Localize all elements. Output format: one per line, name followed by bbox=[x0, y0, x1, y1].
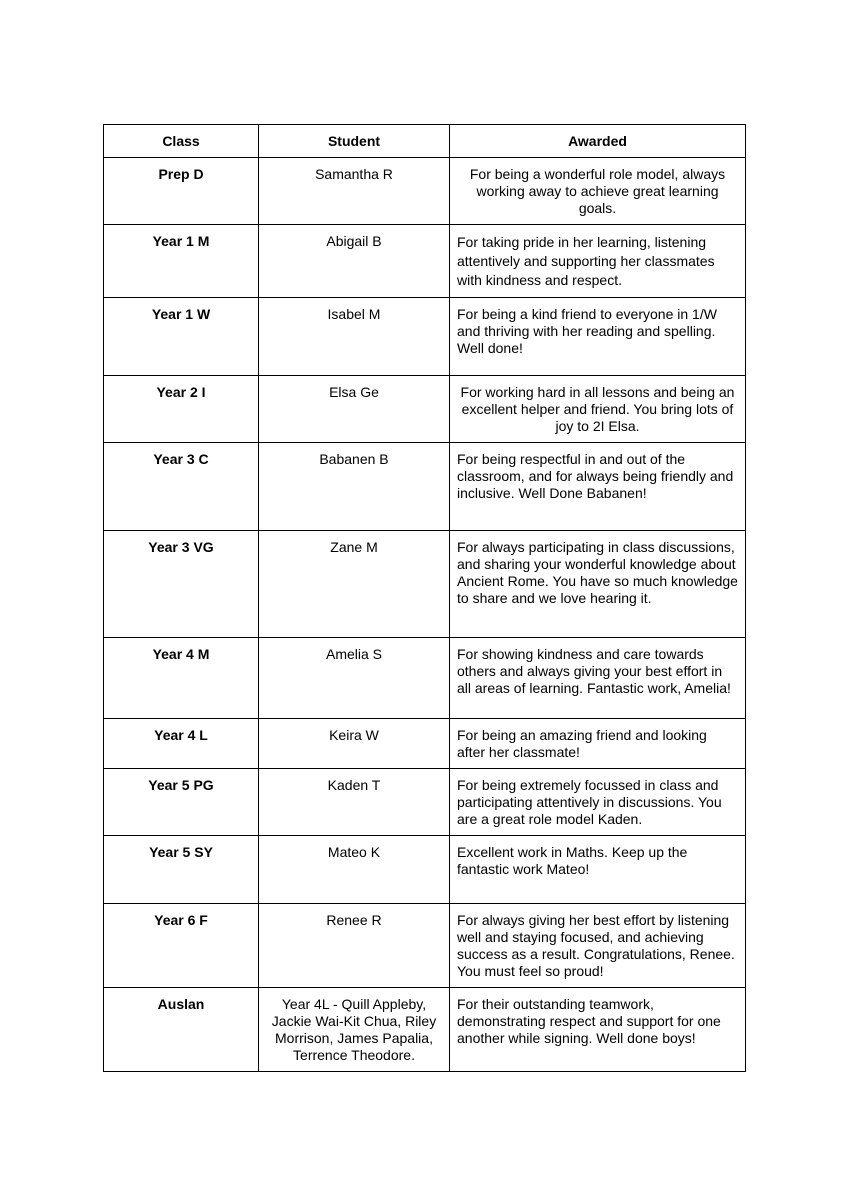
awarded-cell: For being respectful in and out of the classroom, and for always being friendly and inclusive. Well Done Babanen! bbox=[450, 443, 746, 531]
table-row bbox=[104, 638, 746, 719]
class-cell: Year 5 PG bbox=[104, 769, 259, 836]
table-row bbox=[104, 443, 746, 531]
student-cell: Babanen B bbox=[259, 443, 450, 531]
student-cell: Zane M bbox=[259, 531, 450, 638]
student-cell: Elsa Ge bbox=[259, 376, 450, 443]
header-awarded: Awarded bbox=[450, 125, 746, 158]
table-row bbox=[104, 531, 746, 638]
class-cell: Year 3 C bbox=[104, 443, 259, 531]
awarded-cell: For being a kind friend to everyone in 1/W and thriving with her reading and spelling. Well done! bbox=[450, 298, 746, 376]
table-body bbox=[104, 158, 746, 1072]
class-cell: Year 6 F bbox=[104, 904, 259, 988]
class-cell: Year 2 I bbox=[104, 376, 259, 443]
table-header bbox=[104, 125, 746, 158]
class-cell: Year 5 SY bbox=[104, 836, 259, 904]
header-student: Student bbox=[259, 125, 450, 158]
class-cell: Year 3 VG bbox=[104, 531, 259, 638]
table-row bbox=[104, 904, 746, 988]
class-cell: Year 4 M bbox=[104, 638, 259, 719]
awarded-cell: For taking pride in her learning, listening attentively and supporting her classmates with kindness and respect. bbox=[450, 225, 746, 298]
awarded-cell: For always participating in class discussions, and sharing your wonderful knowledge about Ancient Rome. You have so much knowledge to share and we love hearing it. bbox=[450, 531, 746, 638]
awards-table bbox=[103, 124, 746, 1072]
student-cell: Isabel M bbox=[259, 298, 450, 376]
class-cell: Year 1 M bbox=[104, 225, 259, 298]
student-cell: Kaden T bbox=[259, 769, 450, 836]
table-row bbox=[104, 225, 746, 298]
awarded-cell: For showing kindness and care towards others and always giving your best effort in all areas of learning. Fantastic work, Amelia! bbox=[450, 638, 746, 719]
table-row bbox=[104, 376, 746, 443]
student-cell: Keira W bbox=[259, 719, 450, 769]
table-row bbox=[104, 769, 746, 836]
table-row bbox=[104, 298, 746, 376]
awarded-cell: For working hard in all lessons and being an excellent helper and friend. You bring lots of joy to 2I Elsa. bbox=[450, 376, 746, 443]
awarded-cell: Excellent work in Maths. Keep up the fantastic work Mateo! bbox=[450, 836, 746, 904]
awarded-cell: For always giving her best effort by listening well and staying focused, and achieving success as a result. Congratulations, Renee. You must feel so proud! bbox=[450, 904, 746, 988]
student-cell: Amelia S bbox=[259, 638, 450, 719]
class-cell: Year 4 L bbox=[104, 719, 259, 769]
student-cell: Renee R bbox=[259, 904, 450, 988]
class-cell: Prep D bbox=[104, 158, 259, 225]
student-cell: Abigail B bbox=[259, 225, 450, 298]
student-cell: Year 4L - Quill Appleby, Jackie Wai-Kit Chua, Riley Morrison, James Papalia, Terrence Theodore. bbox=[259, 988, 450, 1072]
student-cell: Mateo K bbox=[259, 836, 450, 904]
class-cell: Auslan bbox=[104, 988, 259, 1072]
table-row bbox=[104, 719, 746, 769]
table-row bbox=[104, 988, 746, 1072]
awarded-cell: For their outstanding teamwork, demonstrating respect and support for one another while signing. Well done boys! bbox=[450, 988, 746, 1072]
awarded-cell: For being extremely focussed in class and participating attentively in discussions. You are a great role model Kaden. bbox=[450, 769, 746, 836]
table-row bbox=[104, 836, 746, 904]
awarded-cell: For being an amazing friend and looking after her classmate! bbox=[450, 719, 746, 769]
awarded-cell: For being a wonderful role model, always working away to achieve great learning goals. bbox=[450, 158, 746, 225]
header-row bbox=[104, 125, 746, 158]
table-row bbox=[104, 158, 746, 225]
class-cell: Year 1 W bbox=[104, 298, 259, 376]
student-cell: Samantha R bbox=[259, 158, 450, 225]
header-class: Class bbox=[104, 125, 259, 158]
